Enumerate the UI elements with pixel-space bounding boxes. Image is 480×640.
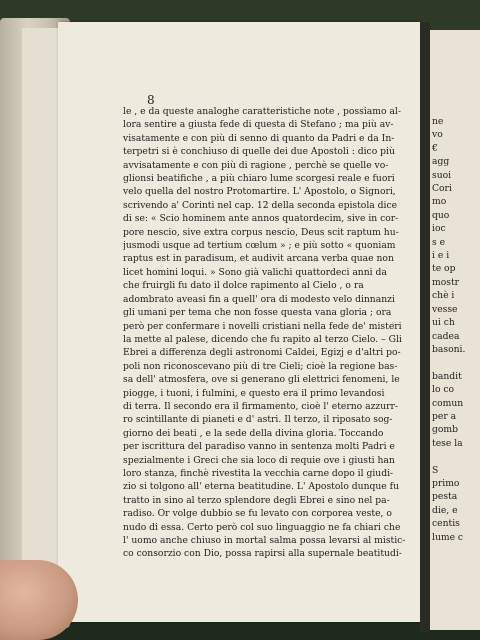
- text-line: terpetri si è conchiuso di quelle dei due Apostoli : dico più: [123, 146, 395, 158]
- text-line: te op: [432, 263, 456, 275]
- text-line: radiso. Or volge dubbio se fu levato con corporea veste, o: [123, 508, 392, 520]
- text-line: mo: [432, 196, 447, 208]
- page-edges: [22, 28, 58, 618]
- book-gutter: [420, 22, 430, 632]
- text-line: ioc: [432, 223, 446, 235]
- text-line: comun: [432, 397, 464, 409]
- text-line: jusmodi usque ad tertium cœlum » ; e più sotto « quoniam: [123, 240, 396, 252]
- text-line: nudo di essa. Certo però col suo linguaggio ne fa chiari che: [123, 521, 401, 533]
- text-line: adombrato aveasi fin a quell' ora di modesto velo dinnanzi: [123, 293, 395, 305]
- text-line: per a: [432, 410, 457, 422]
- text-line: visatamente e con più di senno di quanto da Padri e da In-: [123, 132, 395, 144]
- text-line: lo co: [432, 384, 455, 396]
- text-line: lora sentire a giusta fede di questa di Stefano ; ma più av-: [123, 119, 394, 131]
- text-line: Cori: [432, 183, 452, 195]
- text-line: però per confermare i novelli cristiani nella fede de' misteri: [123, 320, 402, 332]
- text-line: velo quella del nostro Protomartire. L' Apostolo, o Signori,: [123, 186, 396, 198]
- text-line: scrivendo a' Corinti nel cap. 12 della seconda epistola dice: [123, 199, 398, 211]
- text-line: tese la: [432, 437, 463, 449]
- text-line: glionsi beatifiche , a più chiaro lume scorgesi reale e fuori: [123, 173, 395, 185]
- text-line: S: [432, 464, 439, 476]
- text-line: sa dell' atmosfera, ove si generano gli elettrici fenomeni, le: [123, 374, 400, 386]
- text-line: ro scintillante di pianeti e d' astri. Il terzo, il riposato sog-: [123, 414, 393, 426]
- text-line: raptus est in paradisum, et audivit arcana verba quae non: [123, 253, 394, 265]
- thumb: [0, 560, 78, 640]
- text-line: suoi: [432, 169, 452, 181]
- text-line: chè i: [432, 290, 455, 302]
- right-page-text: [432, 115, 480, 544]
- text-line: i e i: [432, 250, 450, 262]
- text-line: vesse: [432, 303, 458, 315]
- text-line: die, e: [432, 504, 458, 516]
- text-line: centis: [432, 518, 460, 530]
- text-line: l' uomo anche chiuso in mortal salma possa levarsi al mistic-: [123, 535, 406, 546]
- text-line: quo: [432, 209, 450, 221]
- text-line: basoni.: [432, 343, 466, 355]
- text-line: di terra. Il secondo era il firmamento, cioè l' eterno azzurr-: [123, 400, 399, 412]
- text-line: licet homini loqui. » Sono già valichi quattordeci anni da: [123, 266, 387, 278]
- text-line: €: [432, 142, 438, 154]
- text-line: tratto in sino al terzo splendore degli Ebrei e sino nel pa-: [123, 494, 390, 506]
- text-line: zio si tolgono all' eterna beatitudine. L' Apostolo dunque fu: [123, 481, 399, 493]
- text-line: co consorzio con Dio, possa rapirsi alla supernale beatitudi-: [123, 548, 402, 560]
- text-line: pore nescio, sive extra corpus nescio, Deus scit raptum hu-: [123, 226, 399, 238]
- text-line: per iscrittura del paradiso vanno in sentenza molti Padri e: [123, 441, 395, 453]
- text-line: bandit: [432, 370, 462, 382]
- text-line: avvisatamente e con più di ragione , perchè se quelle vo-: [123, 159, 389, 171]
- page-body-text: [123, 105, 408, 561]
- text-line: gli umani per tema che non fosse questa vana gloria ; ora: [123, 307, 392, 319]
- text-line: piogge, i tuoni, i fulmini, e questo era il primo levandosi: [123, 387, 385, 399]
- text-line: gomb: [432, 424, 459, 436]
- text-line: s e: [432, 236, 446, 248]
- text-line: primo: [432, 477, 460, 489]
- text-line: di se: « Scio hominem ante annos quatordecim, sive in cor-: [123, 213, 399, 225]
- text-line: giorno dei beati , e la sede della divina gloria. Toccando: [123, 427, 384, 439]
- text-line: lume c: [432, 531, 464, 543]
- text-line: loro stanza, finchè rivestita la vecchia carne dopo il giudi-: [123, 467, 394, 479]
- text-line: la mette al palese, dicendo che fu rapito al terzo Cielo. – Gli: [123, 333, 402, 345]
- text-line: che fruirgli fu dato il dolce rapimento al Cielo , o ra: [123, 280, 364, 292]
- text-line: mostr: [432, 276, 460, 288]
- text-line: cadea: [432, 330, 460, 342]
- text-line: vo: [432, 129, 443, 141]
- page-number: 8: [147, 93, 155, 107]
- text-line: pesta: [432, 491, 458, 503]
- text-line: le , e da queste analoghe caratteristiche note , possiamo al-: [123, 106, 401, 117]
- text-line: ne: [432, 116, 444, 127]
- text-line: poli non riconoscevano più di tre Cieli; cioè la regione bas-: [123, 360, 398, 372]
- text-line: [432, 450, 480, 463]
- text-line: agg: [432, 156, 450, 168]
- text-line: ui ch: [432, 317, 455, 329]
- text-line: spezialmente i Greci che sia loco di requie ove i giusti han: [123, 454, 395, 466]
- text-line: Ebrei a differenza degli astronomi Caldei, Egizj e d'altri po-: [123, 347, 401, 359]
- text-line: [432, 356, 480, 369]
